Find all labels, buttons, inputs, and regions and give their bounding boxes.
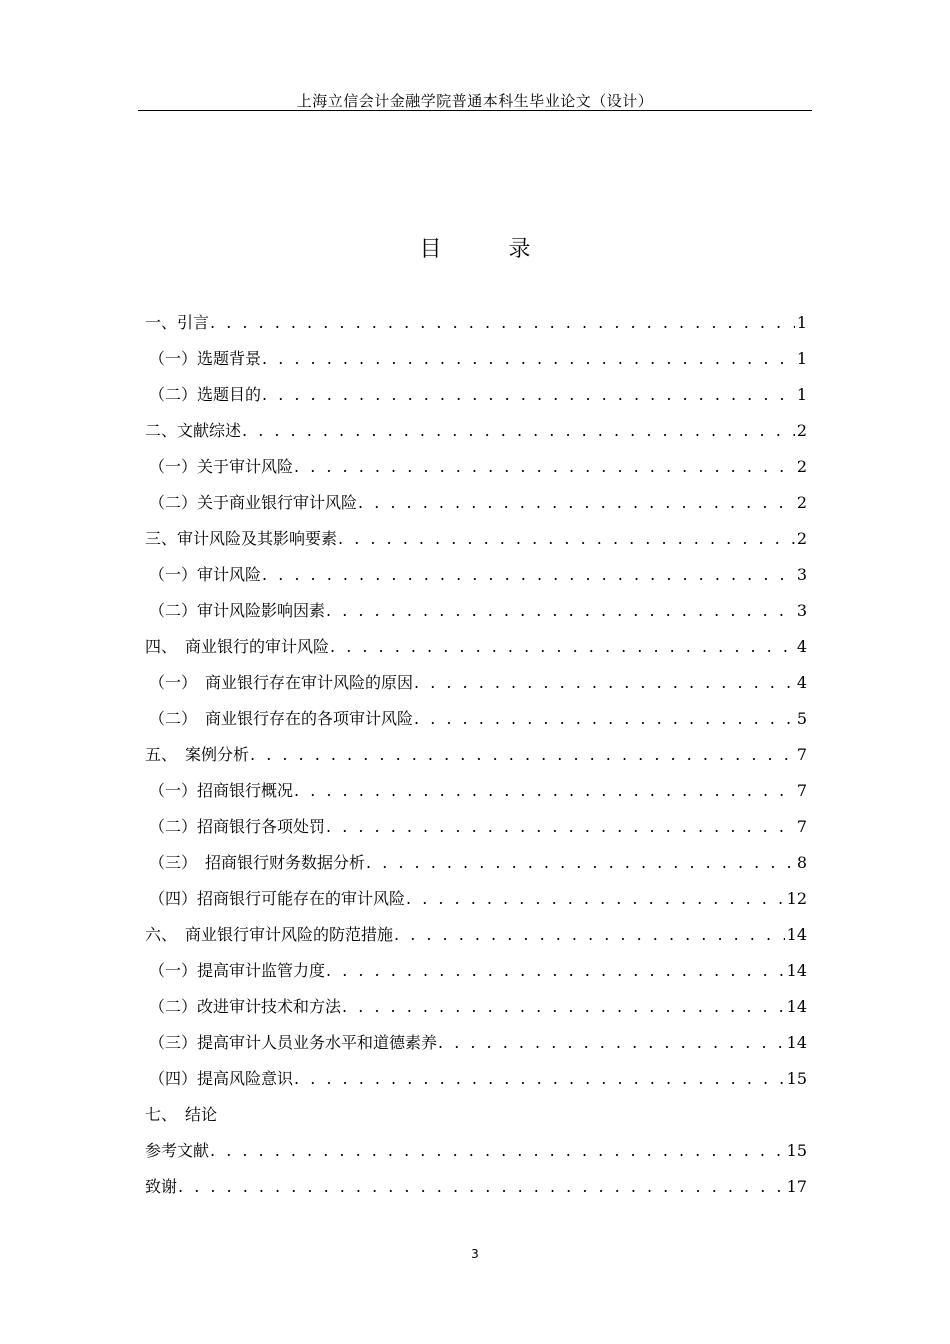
toc-entry-label: 一、引言: [145, 313, 210, 332]
toc-entry-page: 15: [786, 1141, 807, 1160]
toc-entry[interactable]: [145, 744, 807, 780]
toc-dot-leader: [326, 960, 785, 982]
toc-entry-label: （二） 商业银行存在的各项审计风险: [149, 709, 414, 728]
toc-entry[interactable]: [145, 816, 807, 852]
toc-dot-leader: [406, 888, 785, 910]
toc-dot-leader: [394, 924, 785, 946]
toc-entry-page: 8: [796, 853, 807, 872]
toc-dot-leader: [358, 492, 795, 514]
toc-entry-page: 15: [786, 1069, 807, 1088]
toc-entry[interactable]: [145, 672, 807, 708]
toc-entry-label: （三） 招商银行财务数据分析: [149, 853, 366, 872]
toc-dot-leader: [294, 456, 795, 478]
toc-entry-label: 五、 案例分析: [145, 745, 250, 764]
toc-entry-label: （二）关于商业银行审计风险: [149, 493, 358, 512]
toc-entry-label: 四、 商业银行的审计风险: [145, 637, 330, 656]
toc-entry-page: 7: [796, 745, 807, 764]
toc-dot-leader: [178, 1176, 785, 1198]
toc-dot-leader: [210, 312, 795, 334]
toc-dot-leader: [438, 1032, 785, 1054]
toc-entry-page: 17: [786, 1177, 807, 1196]
toc-entry[interactable]: [145, 1104, 807, 1140]
toc-entry-page: 1: [796, 349, 807, 368]
toc-entry-label: 七、 结论: [145, 1105, 218, 1124]
toc-entry-page: 3: [796, 565, 807, 584]
toc-entry-page: 4: [796, 673, 807, 692]
toc-entry-page: 1: [796, 313, 807, 332]
toc-entry[interactable]: [145, 780, 807, 816]
toc-entry-page: 1: [796, 385, 807, 404]
toc-entry-label: （四）招商银行可能存在的审计风险: [149, 889, 406, 908]
toc-dot-leader: [294, 1068, 785, 1090]
toc-entry-page: 2: [796, 493, 807, 512]
toc-entry-label: （一）审计风险: [149, 565, 262, 584]
toc-entry-label: 六、 商业银行审计风险的防范措施: [145, 925, 394, 944]
toc-dot-leader: [342, 996, 785, 1018]
toc-entry-label: （二）选题目的: [149, 385, 262, 404]
toc-entry-label: （二）改进审计技术和方法: [149, 997, 342, 1016]
toc-dot-leader: [330, 636, 795, 658]
toc-entry-label: （一）提高审计监管力度: [149, 961, 326, 980]
toc-entry[interactable]: [145, 456, 807, 492]
toc-dot-leader: [262, 348, 795, 370]
toc-entry[interactable]: [145, 312, 807, 348]
toc-entry-label: 二、文献综述: [145, 421, 242, 440]
toc-entry[interactable]: [145, 1140, 807, 1176]
toc-dot-leader: [250, 744, 795, 766]
toc-entry[interactable]: [145, 564, 807, 600]
toc-entry[interactable]: [145, 636, 807, 672]
toc-entry-page: 3: [796, 601, 807, 620]
toc-entry-page: 5: [796, 709, 807, 728]
table-of-contents: [145, 312, 807, 1212]
toc-dot-leader: [210, 1140, 785, 1162]
toc-entry-page: 2: [796, 457, 807, 476]
toc-entry-label: 三、审计风险及其影响要素: [145, 529, 338, 548]
toc-dot-leader: [414, 708, 795, 730]
toc-dot-leader: [294, 780, 795, 802]
toc-dot-leader: [326, 816, 795, 838]
toc-entry[interactable]: [145, 708, 807, 744]
toc-entry[interactable]: [145, 996, 807, 1032]
toc-entry[interactable]: [145, 600, 807, 636]
toc-entry-label: 参考文献: [145, 1141, 210, 1160]
toc-entry-page: 2: [796, 529, 807, 548]
running-header: 上海立信会计金融学院普通本科生毕业论文（设计）: [296, 92, 654, 110]
header-rule: [138, 110, 812, 111]
toc-entry[interactable]: [145, 492, 807, 528]
toc-entry[interactable]: [145, 1032, 807, 1068]
toc-entry-page: 14: [786, 961, 807, 980]
toc-entry-label: 致谢: [145, 1177, 178, 1196]
toc-entry-label: （三）提高审计人员业务水平和道德素养: [149, 1033, 438, 1052]
toc-entry-label: （二）招商银行各项处罚: [149, 817, 326, 836]
toc-entry[interactable]: [145, 960, 807, 996]
page-title: 目 录: [419, 237, 561, 262]
toc-entry-page: 14: [786, 1033, 807, 1052]
toc-entry-page: 2: [796, 421, 807, 440]
toc-entry-label: （二）审计风险影响因素: [149, 601, 326, 620]
toc-entry[interactable]: [145, 528, 807, 564]
toc-entry[interactable]: [145, 384, 807, 420]
toc-entry-label: （一）关于审计风险: [149, 457, 294, 476]
toc-dot-leader: [326, 600, 795, 622]
toc-entry-page: 4: [796, 637, 807, 656]
toc-entry-label: （四）提高风险意识: [149, 1069, 294, 1088]
toc-dot-leader: [242, 420, 795, 442]
toc-entry[interactable]: [145, 888, 807, 924]
toc-entry-label: （一） 商业银行存在审计风险的原因: [149, 673, 414, 692]
toc-entry-page: 7: [796, 781, 807, 800]
toc-dot-leader: [262, 384, 795, 406]
toc-entry-page: 14: [786, 925, 807, 944]
toc-entry[interactable]: [145, 1176, 807, 1212]
toc-entry[interactable]: [145, 348, 807, 384]
toc-dot-leader: [338, 528, 795, 550]
toc-entry[interactable]: [145, 924, 807, 960]
toc-entry-label: （一）招商银行概况: [149, 781, 294, 800]
toc-entry[interactable]: [145, 420, 807, 456]
toc-dot-leader: [262, 564, 795, 586]
page-number: 3: [471, 1247, 479, 1261]
toc-entry[interactable]: [145, 1068, 807, 1104]
toc-entry-page: 7: [796, 817, 807, 836]
toc-entry-page: 14: [786, 997, 807, 1016]
toc-dot-leader: [414, 672, 795, 694]
toc-entry[interactable]: [145, 852, 807, 888]
toc-entry-label: （一）选题背景: [149, 349, 262, 368]
toc-entry-page: 12: [786, 889, 807, 908]
toc-dot-leader: [366, 852, 795, 874]
